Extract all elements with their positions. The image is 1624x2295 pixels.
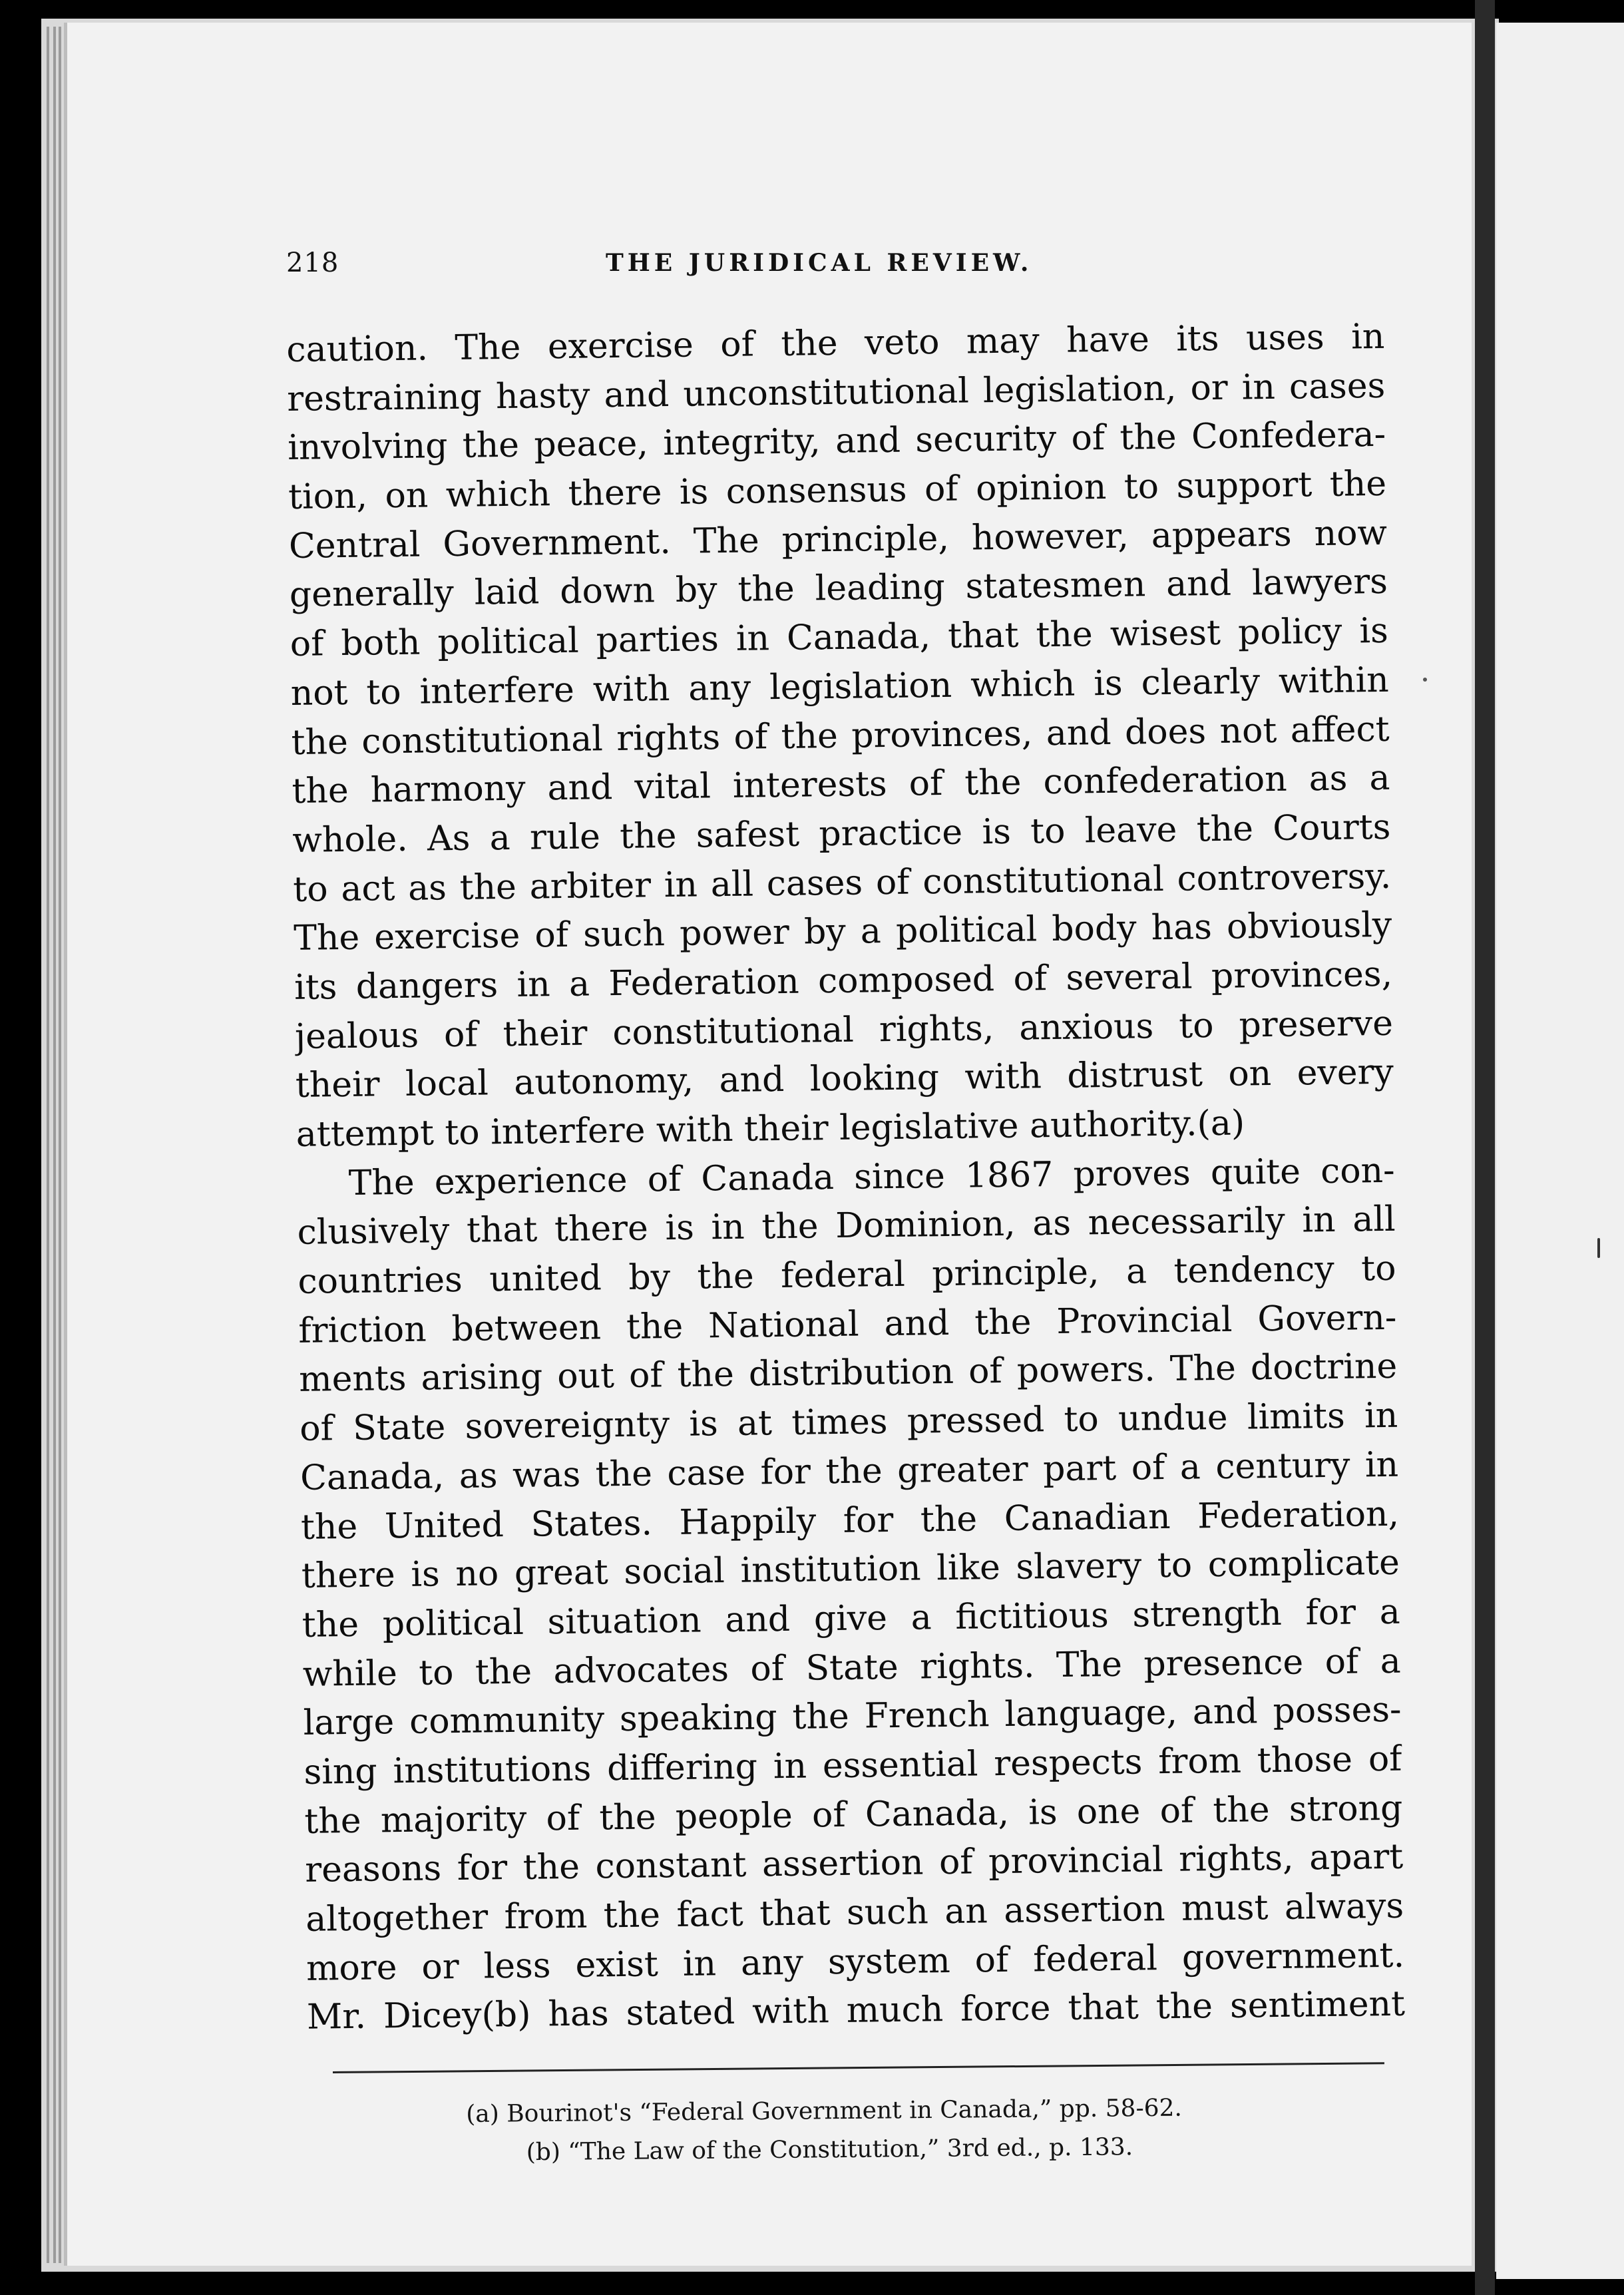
text-line: whole. As a rule the safest practice is to leave the Courts <box>292 807 1391 861</box>
text-line: jealous of their constitutional rights, anxious to preserve <box>294 1003 1394 1057</box>
page-stack-line <box>59 27 61 2263</box>
text-line: Central Government. The principle, however, appears now <box>288 513 1388 566</box>
text-line: large community speaking the French language, and posses- <box>303 1689 1402 1744</box>
text-line: to act as the arbiter in all cases of constitutional controversy. <box>292 856 1392 910</box>
text-line: the United States. Happily for the Canadian Federation, <box>300 1494 1400 1548</box>
text-line: reasons for the constant assertion of provincial rights, apart <box>304 1836 1404 1891</box>
text-line: the constitutional rights of the provinces, and does not affect <box>291 709 1390 763</box>
page-stack-line <box>53 27 56 2263</box>
text-line: attempt to interfere with their legislative authority.(a) <box>296 1103 1245 1155</box>
text-line: while to the advocates of State rights. The presence of a <box>302 1641 1401 1695</box>
text-line: countries united by the federal principle, a tendency to <box>298 1248 1396 1302</box>
text-line: restraining hasty and unconstitutional legislation, or in cases <box>286 365 1386 419</box>
text-line: generally laid down by the leading statesmen and lawyers <box>289 562 1388 616</box>
footnotes <box>466 2087 1398 2173</box>
text-line: of both political parties in Canada, that the wisest policy is <box>290 610 1389 665</box>
text-line: The exercise of such power by a political body has obviously <box>293 905 1392 959</box>
facing-page <box>1496 23 1624 2279</box>
text-line: involving the peace, integrity, and security of the Confedera- <box>287 415 1386 469</box>
text-line: sing institutions differing in essential respects from those of <box>304 1739 1402 1792</box>
scan-speck <box>1423 678 1427 682</box>
journal-title: THE JURIDICAL REVIEW. <box>606 249 1033 277</box>
book-gutter <box>1475 0 1495 2295</box>
text-line: the harmony and vital interests of the confederation as a <box>292 757 1390 812</box>
body-text <box>286 313 1405 2043</box>
text-line: their local autonomy, and looking with distrust on every <box>295 1052 1394 1106</box>
text-line: Mr. Dicey(b) has stated with much force that the sentiment <box>306 1984 1406 2038</box>
text-line: caution. The exercise of the veto may have its uses in <box>286 316 1385 370</box>
text-line: ments arising out of the distribution of powers. The doctrine <box>298 1347 1398 1400</box>
text-line: altogether from the fact that such an assertion must always <box>305 1886 1404 1940</box>
page-number: 218 <box>286 248 339 278</box>
footnote-b: (b) “The Law of the Constitution,” 3rd ed., p. 133. <box>526 2133 1133 2167</box>
text-line: clusively that there is in the Dominion, as necessarily in all <box>297 1199 1396 1253</box>
text-line: the majority of the people of Canada, is one of the strong <box>304 1788 1403 1842</box>
text-line: there is no great social institution like slavery to complicate <box>301 1542 1400 1597</box>
page-stack-line <box>47 27 49 2263</box>
text-line: more or less exist in any system of federal government. <box>305 1935 1405 1989</box>
text-line: of State sovereignty is at times pressed to undue limits in <box>299 1395 1398 1449</box>
text-line: the political situation and give a fictitious strength for a <box>302 1591 1401 1645</box>
text-line: tion, on which there is consensus of opinion to support the <box>288 463 1387 518</box>
text-line: The experience of Canada since 1867 proves quite con- <box>348 1150 1395 1203</box>
footnote-a: (a) Bourinot's “Federal Government in Canada,” pp. 58-62. <box>466 2094 1183 2128</box>
scan-speck <box>1597 1238 1600 1258</box>
text-line: Canada, as was the case for the greater part of a century in <box>300 1444 1399 1498</box>
text-line: its dangers in a Federation composed of several provinces, <box>294 954 1393 1008</box>
text-line: not to interfere with any legislation which is clearly within <box>290 660 1389 714</box>
text-line: friction between the National and the Provincial Govern- <box>298 1297 1397 1351</box>
running-head <box>286 248 1384 288</box>
